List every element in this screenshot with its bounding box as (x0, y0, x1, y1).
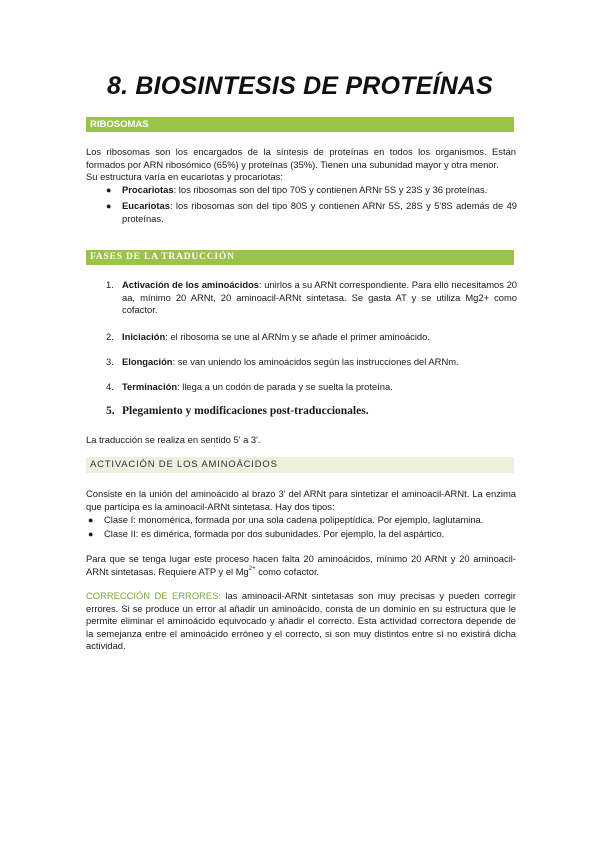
bullet-icon: ● (88, 529, 94, 539)
activacion-requirements: Para que se tenga lugar este proceso hacen falta 20 aminoácidos, mínimo 20 ARNt y 20 aminoacil-ARNt sintetasas. Requiere ATP y el $Mg^{2+}$ como cofactor. (86, 553, 516, 577)
section-heading-activacion: ACTIVACIÓN DE LOS AMINOÁCIDOS (86, 457, 514, 473)
step-item: Plegamiento y modificaciones post-traduccionales. (122, 405, 369, 417)
correccion-errores-label: CORRECCIÓN DE ERRORES: (86, 590, 221, 601)
fases-footer: La traducción se realiza en sentido 5' a 3'. (86, 434, 261, 445)
step-item: Activación de los aminoácidos: unirlos a su ARNt correspondiente. Para ello necesitamos 20 aa, mínimo 20 ARNt, 20 aminoacil-ARNt sintetasa. Se gasta AT y se utiliza Mg2+ como cofactor. (122, 279, 517, 315)
list-item: Procariotas: los ribosomas son del tipo 70S y contienen ARNr 5S y 23S y 36 proteínas. (122, 184, 488, 195)
section-heading-fases: FASES DE LA TRADUCCIÓN (86, 250, 514, 265)
ribosomas-intro: Los ribosomas son los encargados de la síntesis de proteínas en todos los organismos. Están formados por ARN ribosómico (65%) y proteínas (35%). Tienen una subunidad mayor y otra menor. (86, 146, 516, 170)
step-number: 3. (106, 356, 114, 367)
step-item: Iniciación: el ribosoma se une al ARNm y se añade el primer aminoácido. (122, 331, 430, 342)
step-number: 4. (106, 381, 114, 392)
step-item: Elongación: se van uniendo los aminoácidos según las instrucciones del ARNm. (122, 356, 459, 367)
section-heading-ribosomas: RIBOSOMAS (86, 117, 514, 132)
step-number: 1. (106, 279, 114, 290)
bullet-icon: ● (106, 201, 112, 211)
ribosomas-intro-2: Su estructura varía en eucariotas y procariotas: (86, 171, 283, 182)
step-number: 5. (106, 405, 115, 417)
step-item: Terminación: llega a un codón de parada y se suelta la proteína. (122, 381, 393, 392)
list-item: Clase I: monomérica, formada por una sola cadena polipeptídica. Por ejemplo, laglutamina. (104, 514, 484, 525)
list-item: Eucariotas: los ribosomas son del tipo 80S y contienen ARNr 5S, 28S y 5'8S además de 49 proteínas. (122, 200, 517, 224)
bullet-icon: ● (88, 515, 94, 525)
page-title: 8. BIOSINTESIS DE PROTEÍNAS (106, 72, 494, 100)
step-number: 2. (106, 331, 114, 342)
bullet-icon: ● (106, 185, 112, 195)
list-item: Clase II: es dimérica, formada por dos subunidades. Por ejemplo, la del aspártico. (104, 528, 445, 539)
correccion-errores-paragraph: CORRECCIÓN DE ERRORES: las aminoacil-ARNt sintetasas son muy precisas y pueden corregir errores. Si se produce un error al añadir un aminoácido, consta de un dominio en su estructura que le permite eliminar el aminoácido equivocado y añadir el correcto. Esta actividad correctora depende de la semejanza entre el aminoácido erróneo y el correcto, si son muy distintos entre sí no existirá dicha actividad. (86, 590, 517, 651)
activacion-paragraph: Consiste en la unión del aminoácido al brazo 3' del ARNt para sintetizar el aminoacil-ARNt. La enzima que participa es la aminoacil-ARNt sintetasa. Hay dos tipos: (86, 488, 516, 512)
